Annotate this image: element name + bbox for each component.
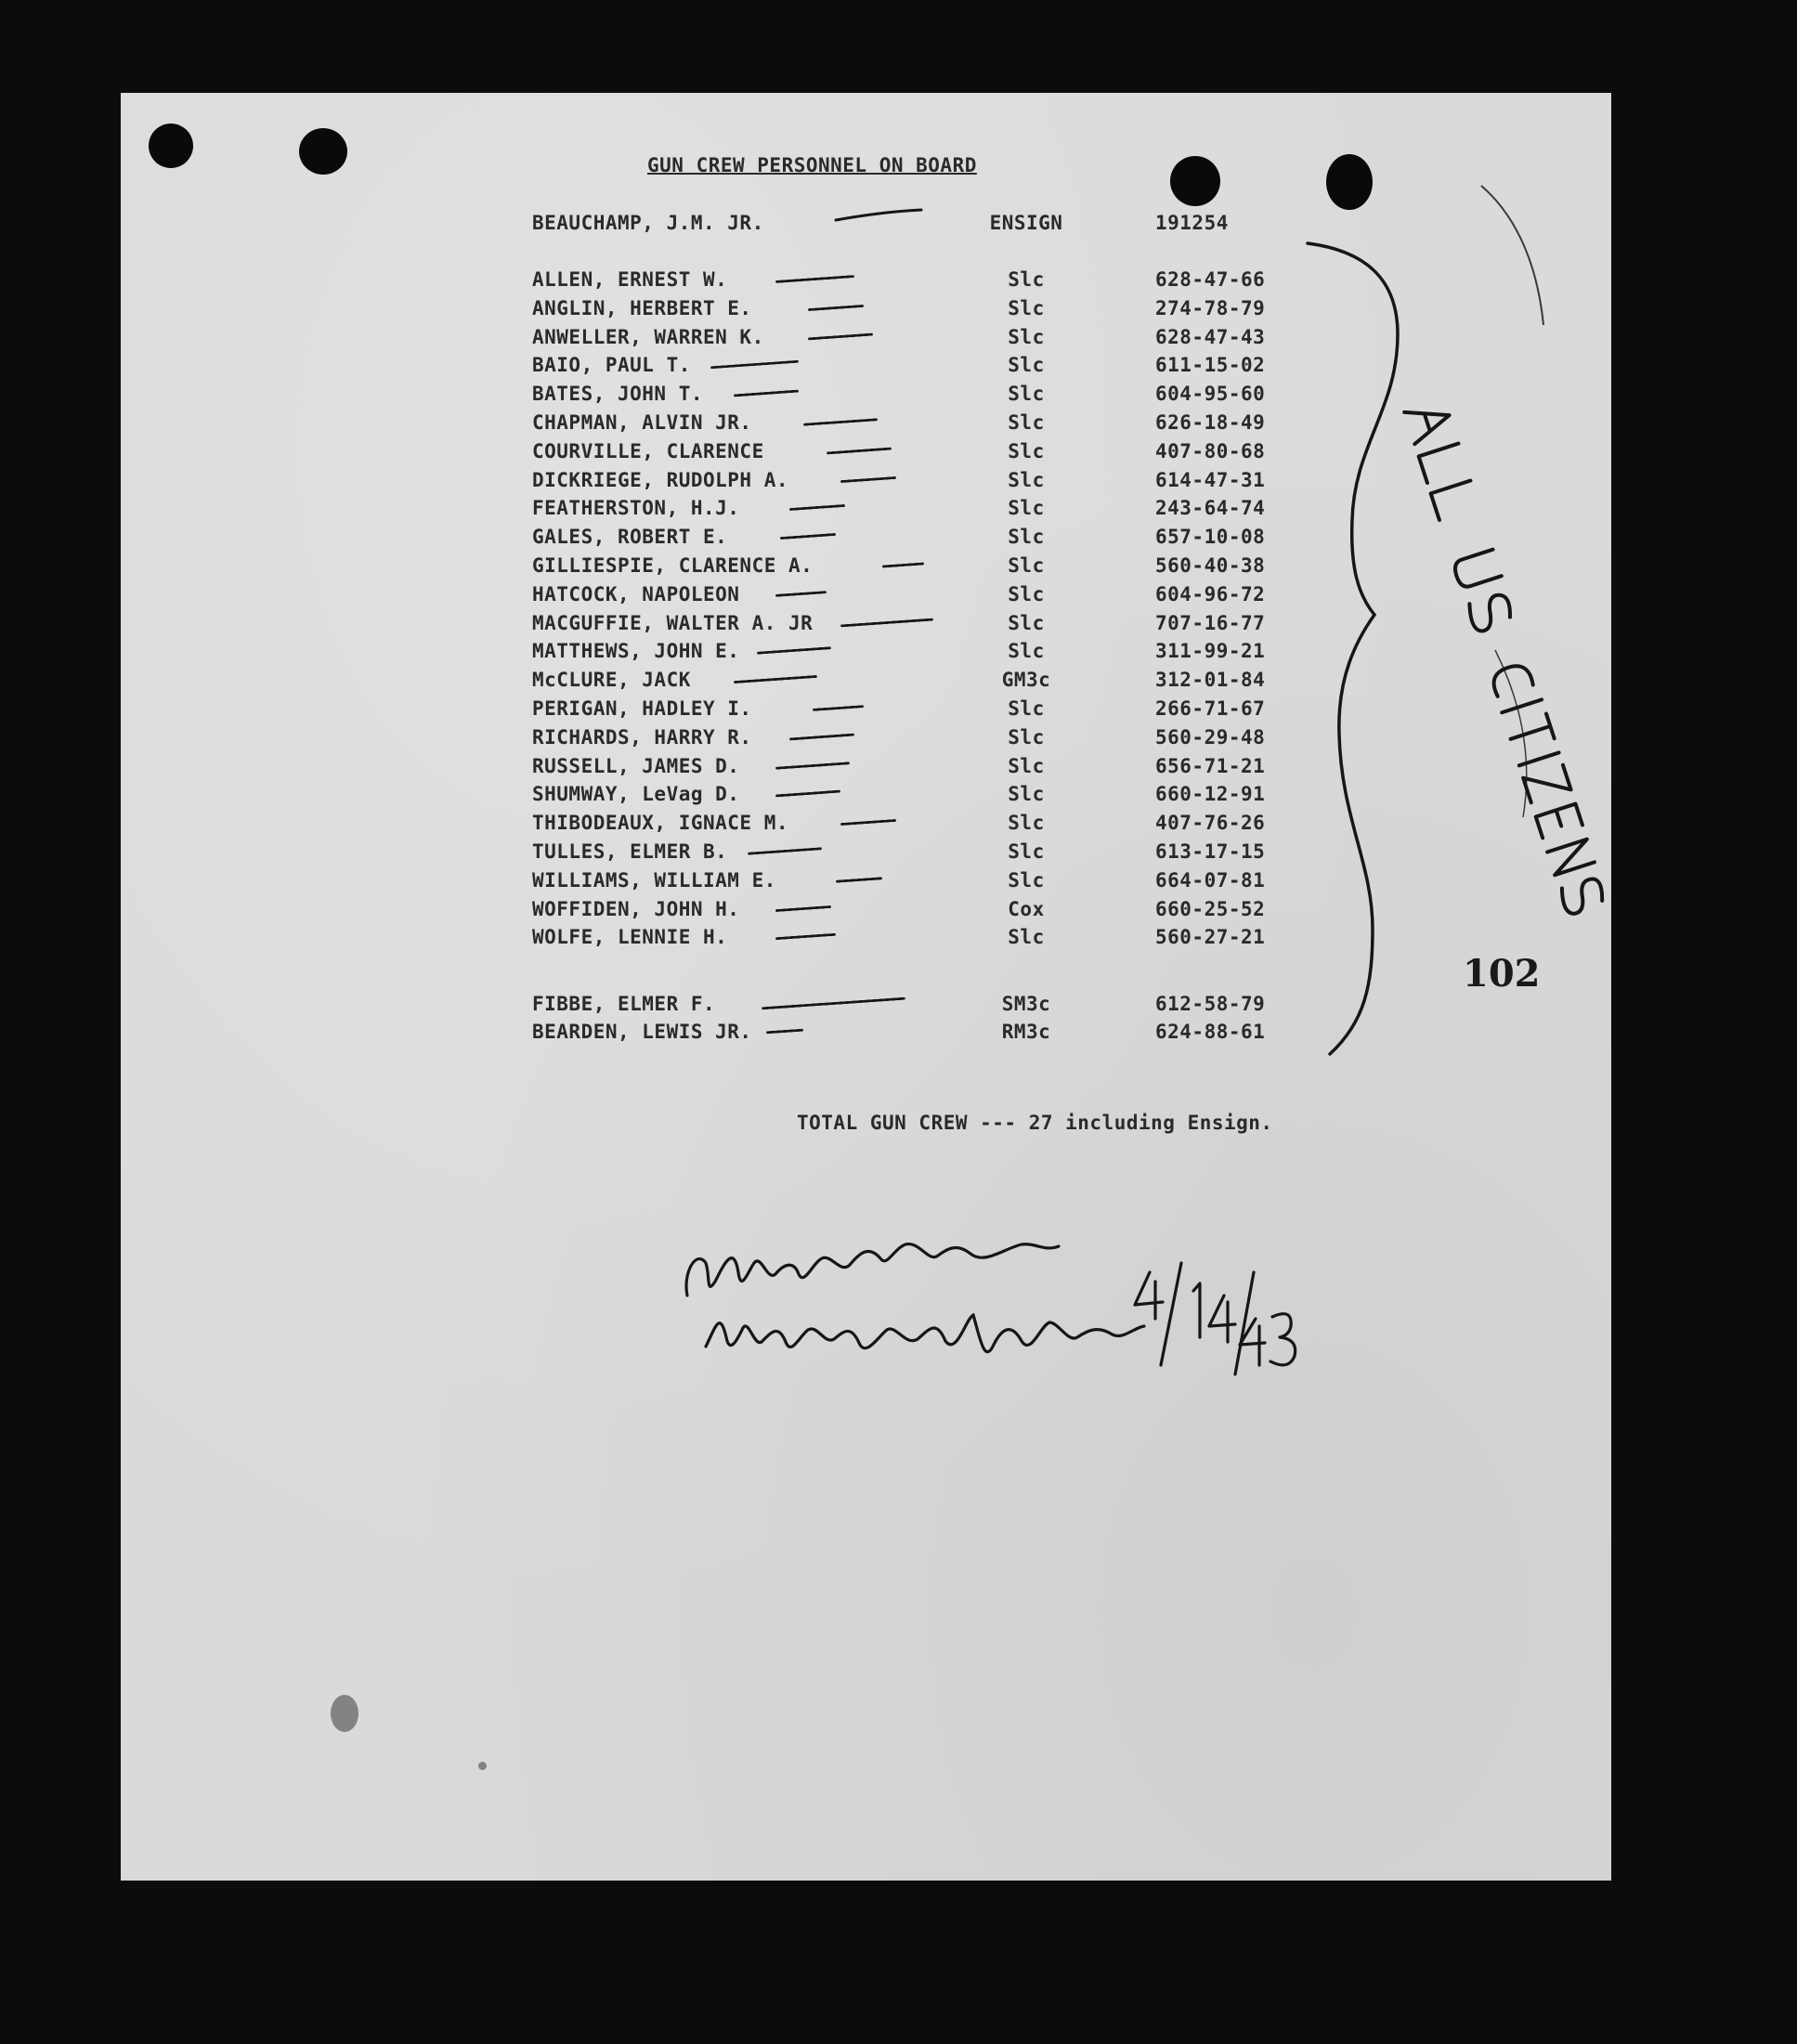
crew-rank: Slc <box>1008 812 1045 835</box>
crew-name: FIBBE, ELMER F. <box>532 993 716 1015</box>
crew-number: 604-96-72 <box>1155 582 1266 605</box>
crew-rank: Slc <box>1008 840 1045 863</box>
crew-rank: Slc <box>1008 725 1045 749</box>
table-row <box>0 469 1797 497</box>
crew-number: 614-47-31 <box>1155 468 1266 491</box>
check-mark <box>775 905 831 912</box>
crew-number: 660-25-52 <box>1155 897 1266 920</box>
crew-number: 407-76-26 <box>1155 812 1266 835</box>
check-mark <box>762 997 905 1010</box>
crew-name: DICKRIEGE, RUDOLPH A. <box>532 468 789 491</box>
crew-number: 266-71-67 <box>1155 697 1266 720</box>
crew-name: BATES, JOHN T. <box>532 383 704 406</box>
table-row <box>0 640 1797 668</box>
table-row <box>0 326 1797 354</box>
punch-hole <box>1170 156 1220 206</box>
crew-rank: Cox <box>1008 897 1045 920</box>
check-mark <box>748 847 822 855</box>
officer-row <box>0 212 1797 240</box>
check-mark <box>840 476 896 483</box>
table-row <box>0 926 1797 954</box>
crew-name: MACGUFFIE, WALTER A. JR <box>532 611 814 634</box>
crew-rank: Slc <box>1008 411 1045 434</box>
crew-rank: Slc <box>1008 439 1045 462</box>
table-row <box>0 268 1797 296</box>
table-row <box>0 669 1797 697</box>
table-row <box>0 697 1797 725</box>
crew-rank: GM3c <box>1001 669 1051 692</box>
table-row <box>0 840 1797 868</box>
crew-number: 660-12-91 <box>1155 783 1266 806</box>
crew-rank: Slc <box>1008 497 1045 520</box>
crew-number: 560-40-38 <box>1155 554 1266 577</box>
table-row <box>0 783 1797 811</box>
check-mark <box>789 733 854 740</box>
page-number: 102 <box>1463 952 1541 996</box>
crew-number: 624-88-61 <box>1155 1021 1266 1043</box>
table-row <box>0 612 1797 640</box>
document-title: GUN CREW PERSONNEL ON BOARD <box>647 154 977 176</box>
table-row <box>0 440 1797 468</box>
check-mark <box>757 647 831 656</box>
crew-number: 626-18-49 <box>1155 411 1266 434</box>
crew-name: MATTHEWS, JOHN E. <box>532 640 740 663</box>
crew-name: WOFFIDEN, JOHN H. <box>532 897 740 920</box>
punch-hole <box>1326 154 1373 210</box>
crew-name: HATCOCK, NAPOLEON <box>532 582 740 605</box>
crew-number: 657-10-08 <box>1155 526 1266 549</box>
crew-name: ANGLIN, HERBERT E. <box>532 296 752 319</box>
crew-number: 612-58-79 <box>1155 993 1266 1015</box>
crew-number: 312-01-84 <box>1155 669 1266 692</box>
check-mark <box>734 675 817 684</box>
check-mark <box>775 933 836 941</box>
total-line: TOTAL GUN CREW --- 27 including Ensign. <box>797 1112 1273 1134</box>
check-mark <box>734 390 799 397</box>
crew-rank: Slc <box>1008 754 1045 777</box>
officer-name: BEAUCHAMP, J.M. JR. <box>532 212 764 234</box>
crew-number: 311-99-21 <box>1155 640 1266 663</box>
punch-hole <box>299 128 347 175</box>
check-mark <box>775 591 827 597</box>
check-mark <box>813 705 864 711</box>
officer-rank: ENSIGN <box>989 212 1063 234</box>
crew-number: 611-15-02 <box>1155 354 1266 377</box>
crew-rank: Slc <box>1008 582 1045 605</box>
crew-rank: Slc <box>1008 383 1045 406</box>
crew-name: GILLIESPIE, CLARENCE A. <box>532 554 814 577</box>
crew-number: 407-80-68 <box>1155 439 1266 462</box>
crew-rank: Slc <box>1008 640 1045 663</box>
crew-name: PERIGAN, HADLEY I. <box>532 697 752 720</box>
table-row <box>0 383 1797 410</box>
crew-rank: Slc <box>1008 268 1045 291</box>
table-row <box>0 812 1797 840</box>
crew-rank: Slc <box>1008 554 1045 577</box>
check-mark <box>840 618 933 627</box>
crew-rank: Slc <box>1008 325 1045 348</box>
crew-name: FEATHERSTON, H.J. <box>532 497 740 520</box>
check-mark <box>789 504 845 511</box>
crew-name: RICHARDS, HARRY R. <box>532 725 752 749</box>
crew-number: 628-47-43 <box>1155 325 1266 348</box>
table-row <box>0 993 1797 1021</box>
table-row <box>0 526 1797 553</box>
crew-name: TULLES, ELMER B. <box>532 840 728 863</box>
crew-name: GALES, ROBERT E. <box>532 526 728 549</box>
check-mark <box>808 332 873 340</box>
crew-number: 560-29-48 <box>1155 725 1266 749</box>
crew-name: SHUMWAY, LeVag D. <box>532 783 740 806</box>
check-mark <box>808 305 864 311</box>
crew-rank: Slc <box>1008 354 1045 377</box>
crew-name: ANWELLER, WARREN K. <box>532 325 764 348</box>
check-mark <box>775 762 850 770</box>
check-mark <box>803 418 878 426</box>
ink-smudge <box>331 1695 358 1732</box>
crew-number: 243-64-74 <box>1155 497 1266 520</box>
table-row <box>0 554 1797 582</box>
crew-rank: RM3c <box>1001 1021 1051 1043</box>
crew-number: 656-71-21 <box>1155 754 1266 777</box>
crew-rank: Slc <box>1008 526 1045 549</box>
crew-name: McCLURE, JACK <box>532 669 691 692</box>
crew-name: BEARDEN, LEWIS JR. <box>532 1021 752 1043</box>
table-row <box>0 583 1797 611</box>
table-row <box>0 1021 1797 1048</box>
ink-smudge <box>478 1762 487 1770</box>
crew-rank: Slc <box>1008 868 1045 892</box>
crew-name: BAIO, PAUL T. <box>532 354 691 377</box>
crew-rank: SM3c <box>1001 993 1051 1015</box>
check-mark <box>836 877 882 882</box>
crew-number: 560-27-21 <box>1155 926 1266 949</box>
crew-number: 664-07-81 <box>1155 868 1266 892</box>
crew-name: COURVILLE, CLARENCE <box>532 439 764 462</box>
table-row <box>0 297 1797 325</box>
crew-name: ALLEN, ERNEST W. <box>532 268 728 291</box>
check-mark <box>840 819 896 826</box>
table-row <box>0 411 1797 439</box>
check-mark <box>827 447 892 454</box>
table-row <box>0 354 1797 382</box>
crew-name: RUSSELL, JAMES D. <box>532 754 740 777</box>
check-mark <box>780 533 836 540</box>
crew-number: 628-47-66 <box>1155 268 1266 291</box>
crew-rank: Slc <box>1008 468 1045 491</box>
table-row <box>0 869 1797 897</box>
check-mark <box>766 1029 803 1035</box>
crew-name: WILLIAMS, WILLIAM E. <box>532 868 776 892</box>
table-row <box>0 726 1797 754</box>
crew-number: 613-17-15 <box>1155 840 1266 863</box>
crew-rank: Slc <box>1008 926 1045 949</box>
check-mark <box>710 360 799 370</box>
crew-number: 707-16-77 <box>1155 611 1266 634</box>
crew-number: 604-95-60 <box>1155 383 1266 406</box>
table-row <box>0 497 1797 525</box>
crew-number: 274-78-79 <box>1155 296 1266 319</box>
crew-rank: Slc <box>1008 611 1045 634</box>
check-mark <box>882 562 924 567</box>
table-row <box>0 898 1797 926</box>
crew-name: CHAPMAN, ALVIN JR. <box>532 411 752 434</box>
crew-rank: Slc <box>1008 783 1045 806</box>
crew-name: WOLFE, LENNIE H. <box>532 926 728 949</box>
check-mark <box>775 275 854 283</box>
crew-rank: Slc <box>1008 296 1045 319</box>
table-row <box>0 755 1797 783</box>
crew-name: THIBODEAUX, IGNACE M. <box>532 812 789 835</box>
crew-rank: Slc <box>1008 697 1045 720</box>
check-mark <box>775 790 840 798</box>
officer-number: 191254 <box>1155 212 1229 234</box>
punch-hole <box>149 124 193 168</box>
